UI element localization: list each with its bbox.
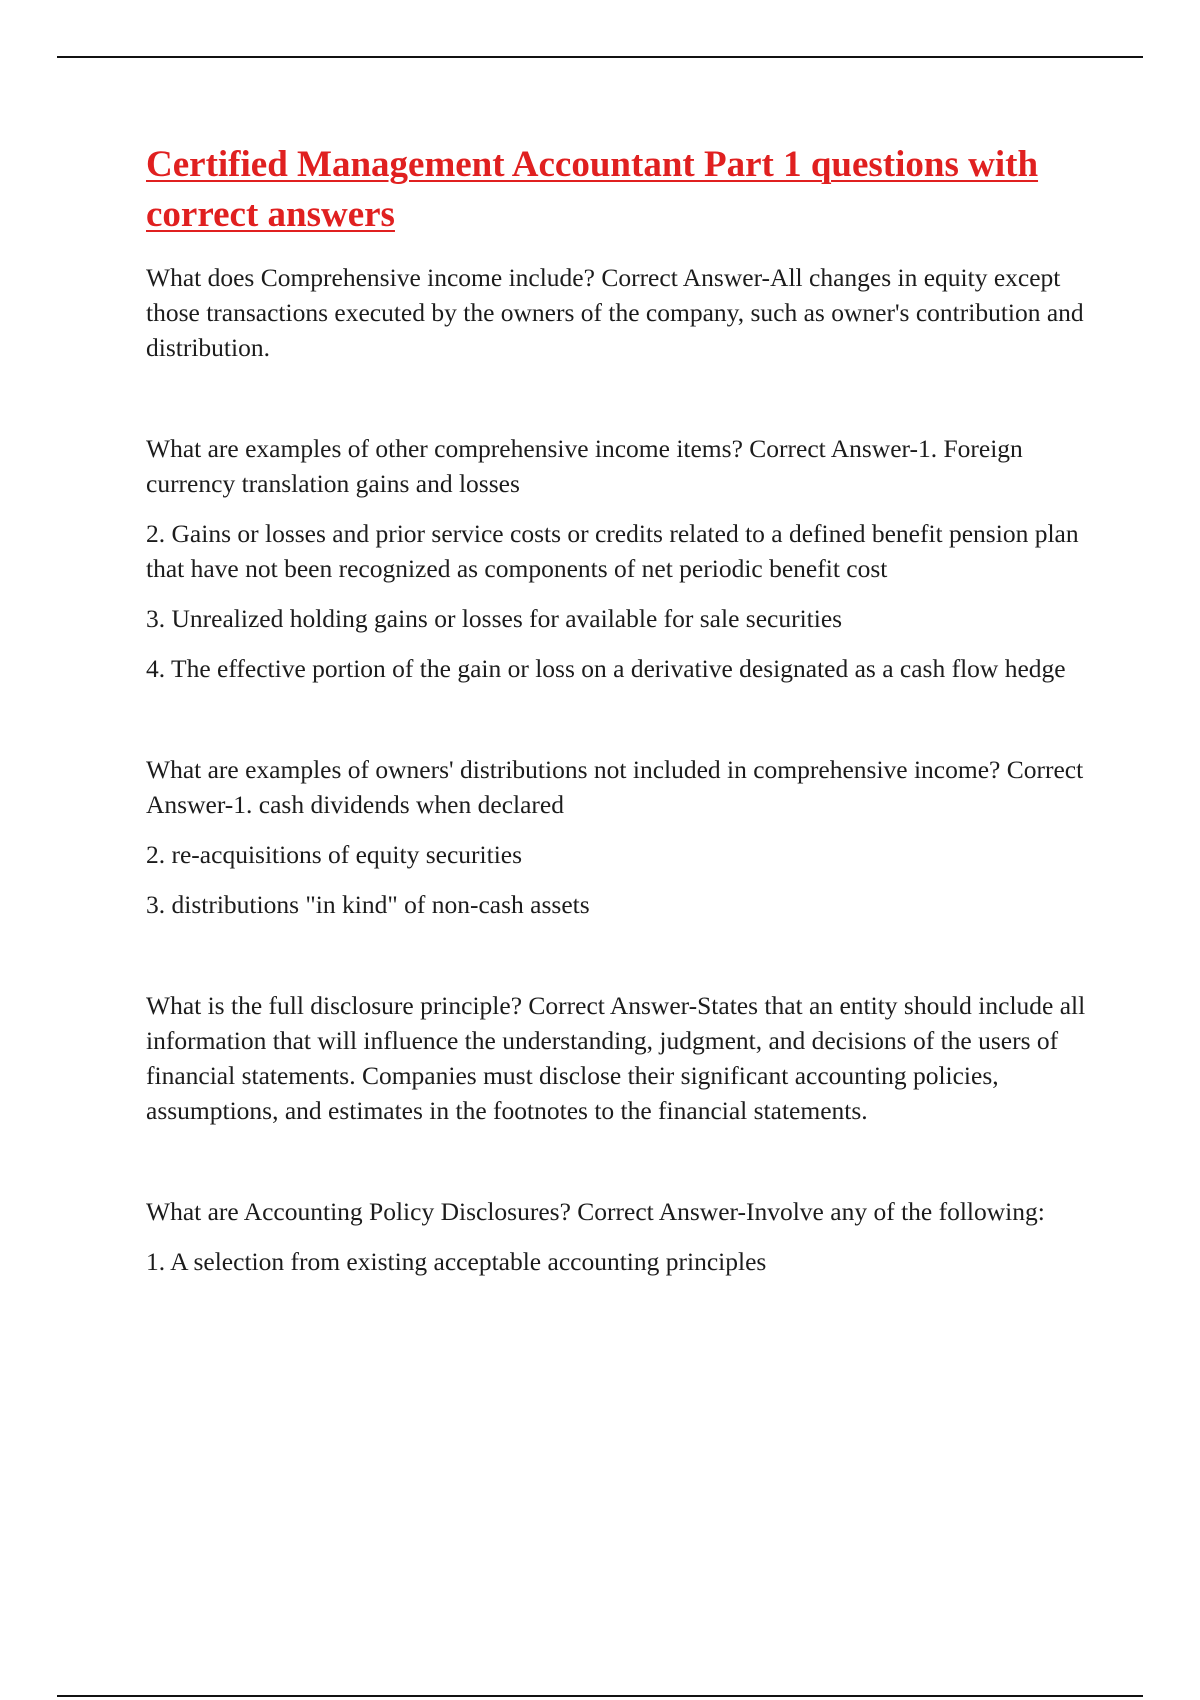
qa-paragraph: What are Accounting Policy Disclosures? Correct Answer-Involve any of the following: [146,1197,1045,1226]
qa-paragraph: What are examples of other comprehensive income items? Correct Answer-1. Foreign currency translation gains and losses [146,434,1023,498]
qa-paragraph: 2. Gains or losses and prior service costs or credits related to a defined benefit pension plan that have not been recognized as components of net periodic benefit cost [146,519,1079,583]
qa-item-1 [146,260,1086,365]
qa-item-2 [146,431,1086,686]
footer-rule [57,1695,1143,1697]
qa-paragraph: 2. re-acquisitions of equity securities [146,840,523,869]
qa-paragraph: 3. distributions "in kind" of non-cash assets [146,890,590,919]
qa-item-5 [146,1194,1086,1279]
qa-paragraph: 3. Unrealized holding gains or losses for available for sale securities [146,604,843,633]
qa-paragraph: 4. The effective portion of the gain or loss on a derivative designated as a cash flow hedge [146,654,1066,683]
header-rule [57,56,1143,58]
document-body [146,140,1086,1345]
qa-paragraph: What are examples of owners' distributions not included in comprehensive income? Correct Answer-1. cash dividends when declared [146,755,1084,819]
qa-item-4 [146,988,1086,1128]
qa-paragraph: What is the full disclosure principle? Correct Answer-States that an entity should include all information that will influence the understanding, judgment, and decisions of the users of financial statements. Companies must disclose their significant accounting policies, assumptions, and estimates in the footnotes to the financial statements. [146,991,1086,1125]
document-title: Certified Management Accountant Part 1 questions with correct answers [146,144,1039,235]
qa-paragraph: What does Comprehensive income include? Correct Answer-All changes in equity except those transactions executed by the owners of the company, such as owner's contribution and distribution. [146,263,1084,362]
qa-paragraph: 1. A selection from existing acceptable accounting principles [146,1247,767,1276]
qa-item-3 [146,752,1086,922]
